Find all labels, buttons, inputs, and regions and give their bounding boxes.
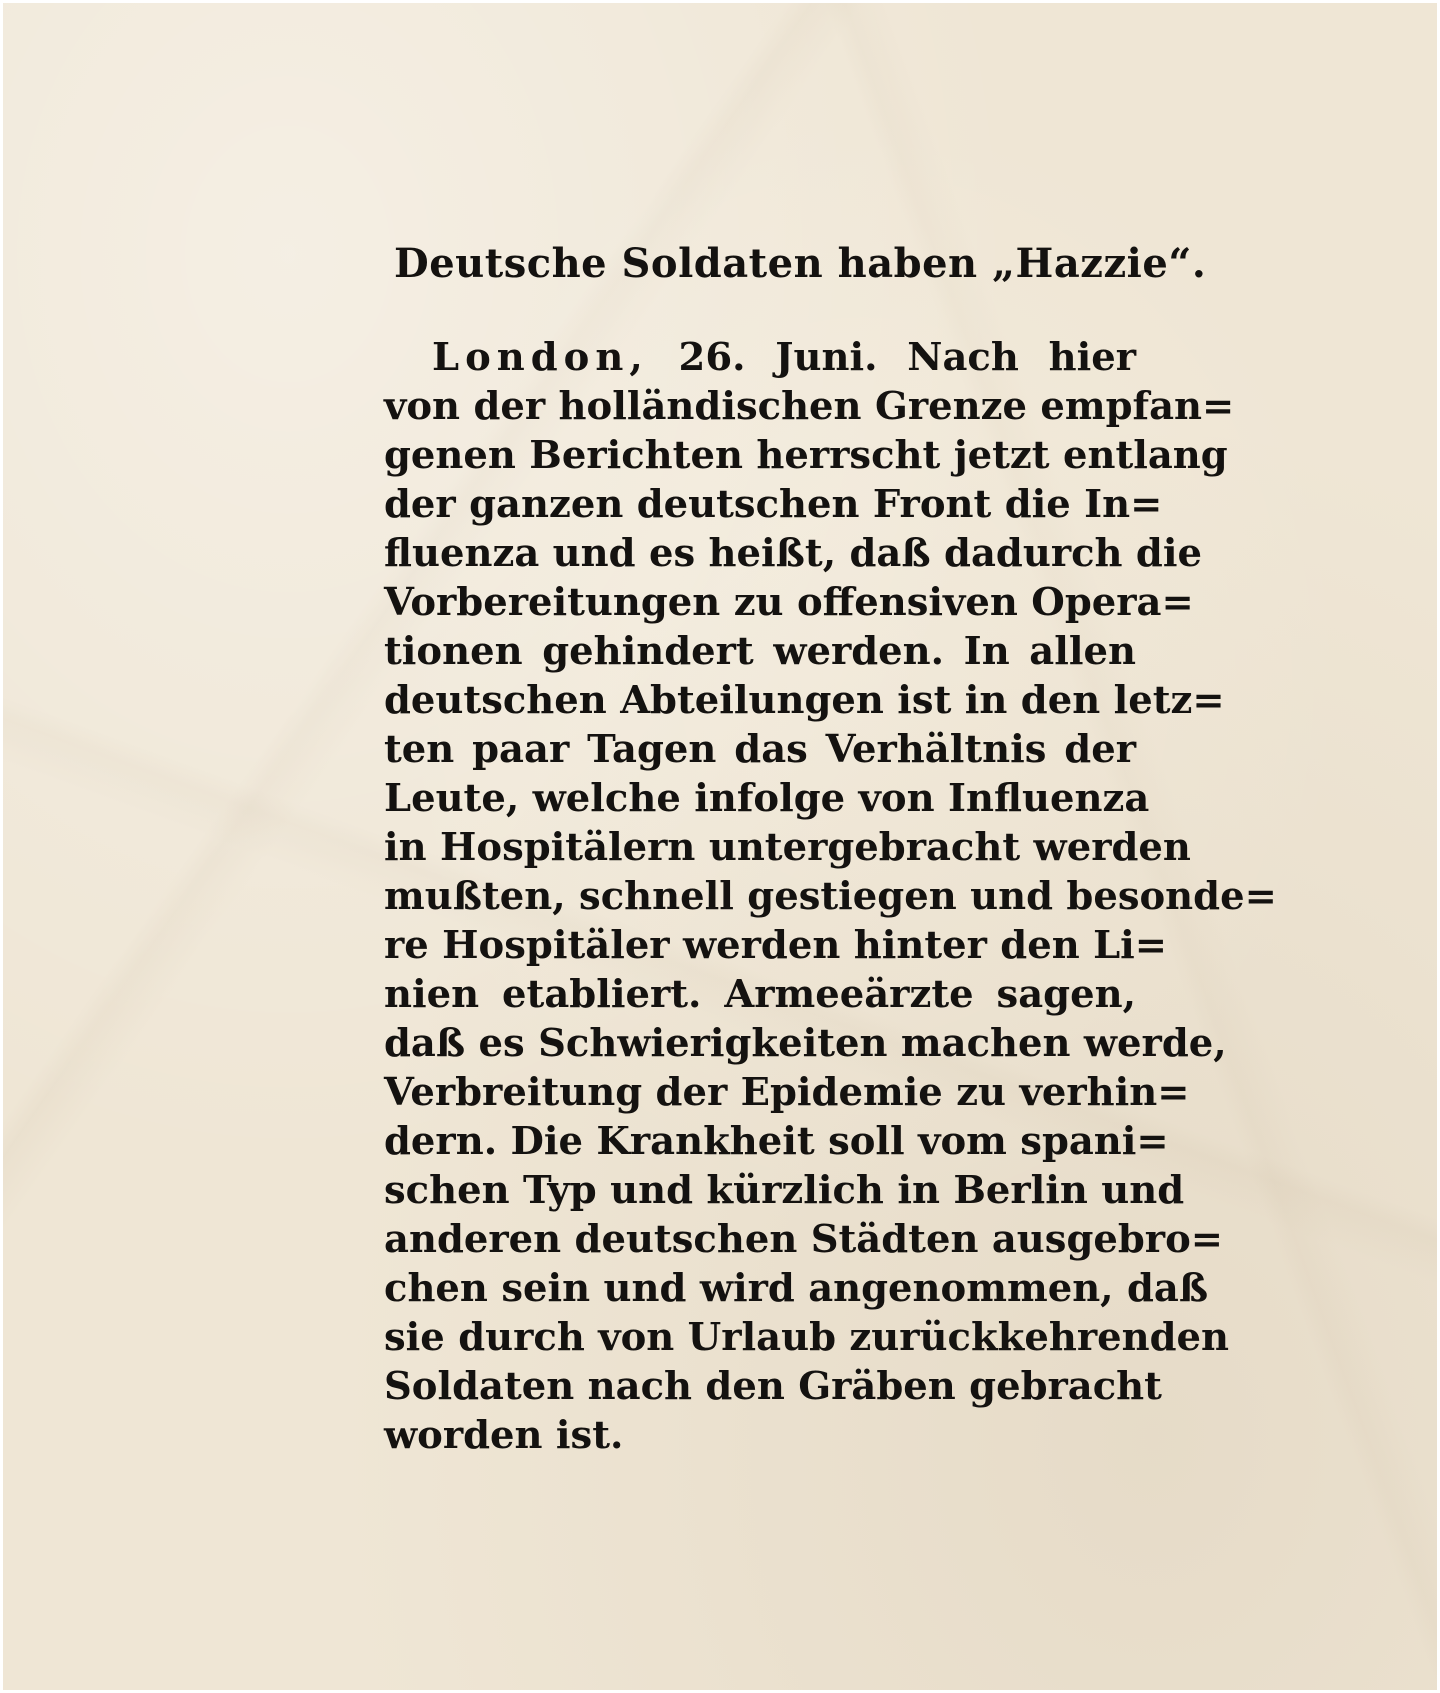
article-line: fluenza und es heißt, daß dadurch die <box>384 531 1202 576</box>
article-body <box>384 333 1277 1460</box>
article-line: Verbreitung der Epidemie zu verhin= <box>384 1070 1190 1115</box>
article-line: sie durch von Urlaub zurückkehrenden <box>384 1315 1230 1360</box>
article-line <box>384 333 1136 382</box>
article-line-text: 26. Juni. Nach hier <box>678 335 1137 380</box>
article-line: ten paar Tagen das Verhältnis der <box>384 727 1136 772</box>
article-line: re Hospitäler werden hinter den Li= <box>384 923 1168 968</box>
article-line: deutschen Abteilungen ist in den letz= <box>384 678 1225 723</box>
article-line: chen sein und wird angenommen, daß <box>384 1266 1209 1311</box>
article-line: von der holländischen Grenze empfan= <box>384 384 1235 429</box>
article-line: Vorbereitungen zu offensiven Opera= <box>384 580 1194 625</box>
article-line: genen Berichten herrscht jetzt entlang <box>384 433 1228 478</box>
article-line: Leute, welche infolge von Influenza <box>384 776 1150 821</box>
article-line: in Hospitälern untergebracht werden <box>384 825 1191 870</box>
article-headline: Deutsche Soldaten haben „Hazzie“. <box>394 240 1207 287</box>
article-line: schen Typ und kürzlich in Berlin und <box>384 1168 1185 1213</box>
article-line: anderen deutschen Städten ausgebro= <box>384 1217 1224 1262</box>
article-line: Soldaten nach den Gräben gebracht <box>384 1364 1162 1409</box>
article-line: nien etabliert. Armeeärzte sagen, <box>384 972 1136 1017</box>
article-line: tionen gehindert werden. In allen <box>384 629 1136 674</box>
article-line: der ganzen deutschen Front die In= <box>384 482 1163 527</box>
article-line: worden ist. <box>384 1413 624 1458</box>
article-line: dern. Die Krankheit soll vom spani= <box>384 1119 1169 1164</box>
article-dateline: London, <box>432 335 649 380</box>
newspaper-clipping <box>384 240 1277 1460</box>
article-line: daß es Schwierigkeiten machen werde, <box>384 1021 1227 1066</box>
article-line: mußten, schnell gestiegen und besonde= <box>384 874 1277 919</box>
